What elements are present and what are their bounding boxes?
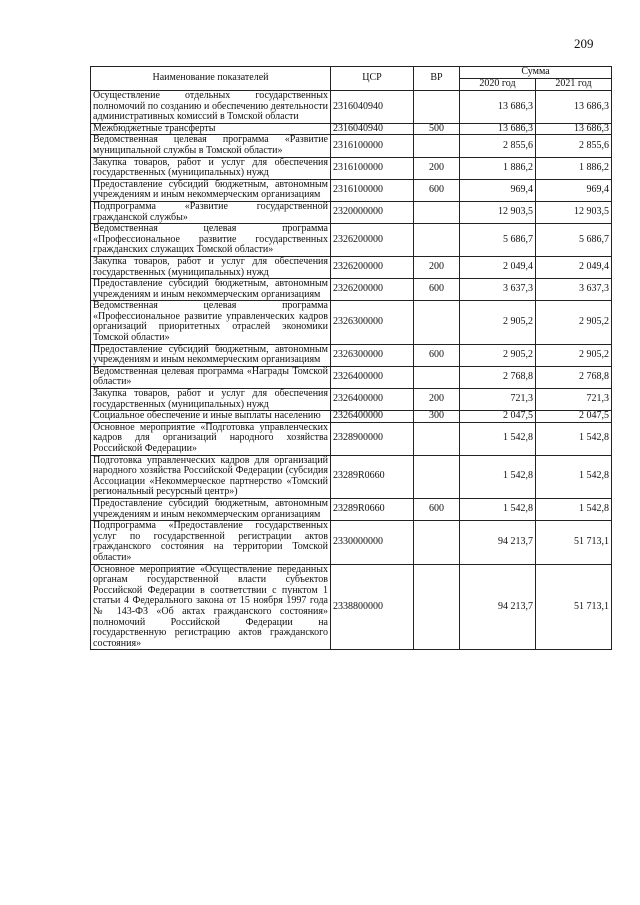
row-vr-cell: 200 bbox=[414, 157, 460, 179]
table-row bbox=[91, 279, 612, 301]
row-sum-2021-cell: 2 905,2 bbox=[536, 301, 612, 344]
row-sum-2020-cell: 13 686,3 bbox=[460, 91, 536, 124]
row-sum-2020-cell: 2 855,6 bbox=[460, 135, 536, 157]
row-sum-2021-cell: 1 542,8 bbox=[536, 498, 612, 520]
row-vr-cell: 600 bbox=[414, 179, 460, 201]
row-sum-2021-cell: 13 686,3 bbox=[536, 91, 612, 124]
row-sum-2021-cell: 721,3 bbox=[536, 389, 612, 411]
header-name: Наименование показателей bbox=[91, 67, 331, 91]
row-csr-cell: 2328900000 bbox=[331, 422, 414, 455]
table-row bbox=[91, 224, 612, 257]
row-sum-2021-cell: 3 637,3 bbox=[536, 279, 612, 301]
row-sum-2021-cell: 1 542,8 bbox=[536, 455, 612, 498]
row-csr-cell: 2320000000 bbox=[331, 201, 414, 223]
row-vr-cell bbox=[414, 455, 460, 498]
table-row bbox=[91, 498, 612, 520]
row-name-cell: Закупка товаров, работ и услуг для обеспечения государственных (муниципальных) нужд bbox=[91, 256, 331, 278]
header-sum: Сумма bbox=[460, 67, 612, 79]
row-sum-2021-cell: 13 686,3 bbox=[536, 123, 612, 135]
row-vr-cell: 600 bbox=[414, 344, 460, 366]
row-sum-2020-cell: 1 886,2 bbox=[460, 157, 536, 179]
row-csr-cell: 2326200000 bbox=[331, 256, 414, 278]
row-csr-cell: 2316040940 bbox=[331, 91, 414, 124]
row-sum-2020-cell: 2 768,8 bbox=[460, 366, 536, 388]
row-vr-cell bbox=[414, 224, 460, 257]
row-sum-2020-cell: 1 542,8 bbox=[460, 455, 536, 498]
row-name-cell: Ведомственная целевая программа «Развитие муниципальной службы в Томской области» bbox=[91, 135, 331, 157]
table-row bbox=[91, 301, 612, 344]
row-vr-cell: 600 bbox=[414, 279, 460, 301]
row-vr-cell bbox=[414, 135, 460, 157]
row-name-cell: Закупка товаров, работ и услуг для обеспечения государственных (муниципальных) нужд bbox=[91, 389, 331, 411]
row-name-cell: Подготовка управленческих кадров для организаций народного хозяйства Российской Федерации (субсидия Ассоциации «Некоммерческое партнерство «Томский региональный ресурсный центр») bbox=[91, 455, 331, 498]
row-csr-cell: 2326400000 bbox=[331, 411, 414, 423]
row-csr-cell: 2330000000 bbox=[331, 521, 414, 564]
row-csr-cell: 2316040940 bbox=[331, 123, 414, 135]
row-csr-cell: 2326300000 bbox=[331, 301, 414, 344]
row-sum-2020-cell: 969,4 bbox=[460, 179, 536, 201]
table-header-row bbox=[91, 67, 612, 79]
row-vr-cell bbox=[414, 201, 460, 223]
row-sum-2020-cell: 13 686,3 bbox=[460, 123, 536, 135]
row-name-cell: Основное мероприятие «Осуществление переданных органам государственной власти субъектов Российской Федерации в соответствии с пунктом 1 статьи 4 Федерального закона от 15 ноября 1997 года № 143-ФЗ «Об актах гражданского состояния» полномочий Российской Федерации на государственную регистрацию актов гражданского состояния» bbox=[91, 564, 331, 650]
table-row bbox=[91, 201, 612, 223]
row-name-cell: Закупка товаров, работ и услуг для обеспечения государственных (муниципальных) нужд bbox=[91, 157, 331, 179]
table-row bbox=[91, 455, 612, 498]
row-sum-2020-cell: 721,3 bbox=[460, 389, 536, 411]
row-sum-2020-cell: 2 049,4 bbox=[460, 256, 536, 278]
row-vr-cell: 200 bbox=[414, 256, 460, 278]
row-sum-2021-cell: 5 686,7 bbox=[536, 224, 612, 257]
page-number: 209 bbox=[574, 36, 594, 51]
row-name-cell: Предоставление субсидий бюджетным, автономным учреждениям и иным некоммерческим организациям bbox=[91, 279, 331, 301]
table-row bbox=[91, 256, 612, 278]
table-row bbox=[91, 157, 612, 179]
row-csr-cell: 2326400000 bbox=[331, 366, 414, 388]
row-sum-2021-cell: 2 768,8 bbox=[536, 366, 612, 388]
row-sum-2021-cell: 2 049,4 bbox=[536, 256, 612, 278]
table-row bbox=[91, 389, 612, 411]
table-row bbox=[91, 366, 612, 388]
header-year-2020: 2020 год bbox=[460, 79, 536, 91]
row-sum-2020-cell: 94 213,7 bbox=[460, 521, 536, 564]
row-name-cell: Предоставление субсидий бюджетным, автономным учреждениям и иным некоммерческим организациям bbox=[91, 179, 331, 201]
row-vr-cell: 500 bbox=[414, 123, 460, 135]
row-sum-2020-cell: 1 542,8 bbox=[460, 498, 536, 520]
header-year-2021: 2021 год bbox=[536, 79, 612, 91]
row-name-cell: Межбюджетные трансферты bbox=[91, 123, 331, 135]
row-sum-2021-cell: 51 713,1 bbox=[536, 521, 612, 564]
table-row bbox=[91, 521, 612, 564]
table-row bbox=[91, 411, 612, 423]
row-name-cell: Социальное обеспечение и иные выплаты населению bbox=[91, 411, 331, 423]
row-csr-cell: 2326200000 bbox=[331, 279, 414, 301]
budget-table bbox=[90, 66, 612, 650]
row-name-cell: Подпрограмма «Развитие государственной гражданской службы» bbox=[91, 201, 331, 223]
row-name-cell: Ведомственная целевая программа «Профессиональное развитие управленческих кадров организаций приоритетных отраслей экономики Томской области» bbox=[91, 301, 331, 344]
row-csr-cell: 2326200000 bbox=[331, 224, 414, 257]
row-sum-2021-cell: 969,4 bbox=[536, 179, 612, 201]
row-name-cell: Осуществление отдельных государственных полномочий по созданию и обеспечению деятельности административных комиссий в Томской области bbox=[91, 91, 331, 124]
row-sum-2021-cell: 1 886,2 bbox=[536, 157, 612, 179]
row-sum-2021-cell: 51 713,1 bbox=[536, 564, 612, 650]
row-sum-2020-cell: 5 686,7 bbox=[460, 224, 536, 257]
table-row bbox=[91, 422, 612, 455]
row-vr-cell: 300 bbox=[414, 411, 460, 423]
row-vr-cell bbox=[414, 91, 460, 124]
table-body bbox=[91, 91, 612, 650]
table-row bbox=[91, 564, 612, 650]
row-vr-cell bbox=[414, 422, 460, 455]
row-sum-2021-cell: 2 905,2 bbox=[536, 344, 612, 366]
row-sum-2020-cell: 94 213,7 bbox=[460, 564, 536, 650]
row-csr-cell: 2316100000 bbox=[331, 179, 414, 201]
row-csr-cell: 2338800000 bbox=[331, 564, 414, 650]
header-csr: ЦСР bbox=[331, 67, 414, 91]
row-sum-2021-cell: 1 542,8 bbox=[536, 422, 612, 455]
row-sum-2020-cell: 2 047,5 bbox=[460, 411, 536, 423]
row-vr-cell: 200 bbox=[414, 389, 460, 411]
row-sum-2021-cell: 2 047,5 bbox=[536, 411, 612, 423]
row-csr-cell: 2326300000 bbox=[331, 344, 414, 366]
row-name-cell: Подпрограмма «Предоставление государственных услуг по государственной регистрации актов гражданского состояния на территории Томской области» bbox=[91, 521, 331, 564]
table-row bbox=[91, 135, 612, 157]
row-name-cell: Предоставление субсидий бюджетным, автономным учреждениям и иным некоммерческим организациям bbox=[91, 498, 331, 520]
row-csr-cell: 23289R0660 bbox=[331, 498, 414, 520]
row-csr-cell: 2326400000 bbox=[331, 389, 414, 411]
row-sum-2020-cell: 2 905,2 bbox=[460, 301, 536, 344]
table-row bbox=[91, 91, 612, 124]
row-sum-2020-cell: 2 905,2 bbox=[460, 344, 536, 366]
row-vr-cell bbox=[414, 301, 460, 344]
row-name-cell: Основное мероприятие «Подготовка управленческих кадров для организаций народного хозяйства Российской Федерации» bbox=[91, 422, 331, 455]
row-csr-cell: 2316100000 bbox=[331, 135, 414, 157]
row-name-cell: Ведомственная целевая программа «Профессиональное развитие государственных гражданских служащих Томской области» bbox=[91, 224, 331, 257]
table-row bbox=[91, 179, 612, 201]
row-name-cell: Ведомственная целевая программа «Награды Томской области» bbox=[91, 366, 331, 388]
row-sum-2020-cell: 12 903,5 bbox=[460, 201, 536, 223]
row-sum-2021-cell: 2 855,6 bbox=[536, 135, 612, 157]
table-row bbox=[91, 123, 612, 135]
row-csr-cell: 23289R0660 bbox=[331, 455, 414, 498]
row-sum-2020-cell: 3 637,3 bbox=[460, 279, 536, 301]
row-name-cell: Предоставление субсидий бюджетным, автономным учреждениям и иным некоммерческим организациям bbox=[91, 344, 331, 366]
row-sum-2020-cell: 1 542,8 bbox=[460, 422, 536, 455]
table-row bbox=[91, 344, 612, 366]
header-vr: ВР bbox=[414, 67, 460, 91]
row-vr-cell bbox=[414, 521, 460, 564]
row-vr-cell: 600 bbox=[414, 498, 460, 520]
row-csr-cell: 2316100000 bbox=[331, 157, 414, 179]
row-vr-cell bbox=[414, 564, 460, 650]
row-vr-cell bbox=[414, 366, 460, 388]
row-sum-2021-cell: 12 903,5 bbox=[536, 201, 612, 223]
